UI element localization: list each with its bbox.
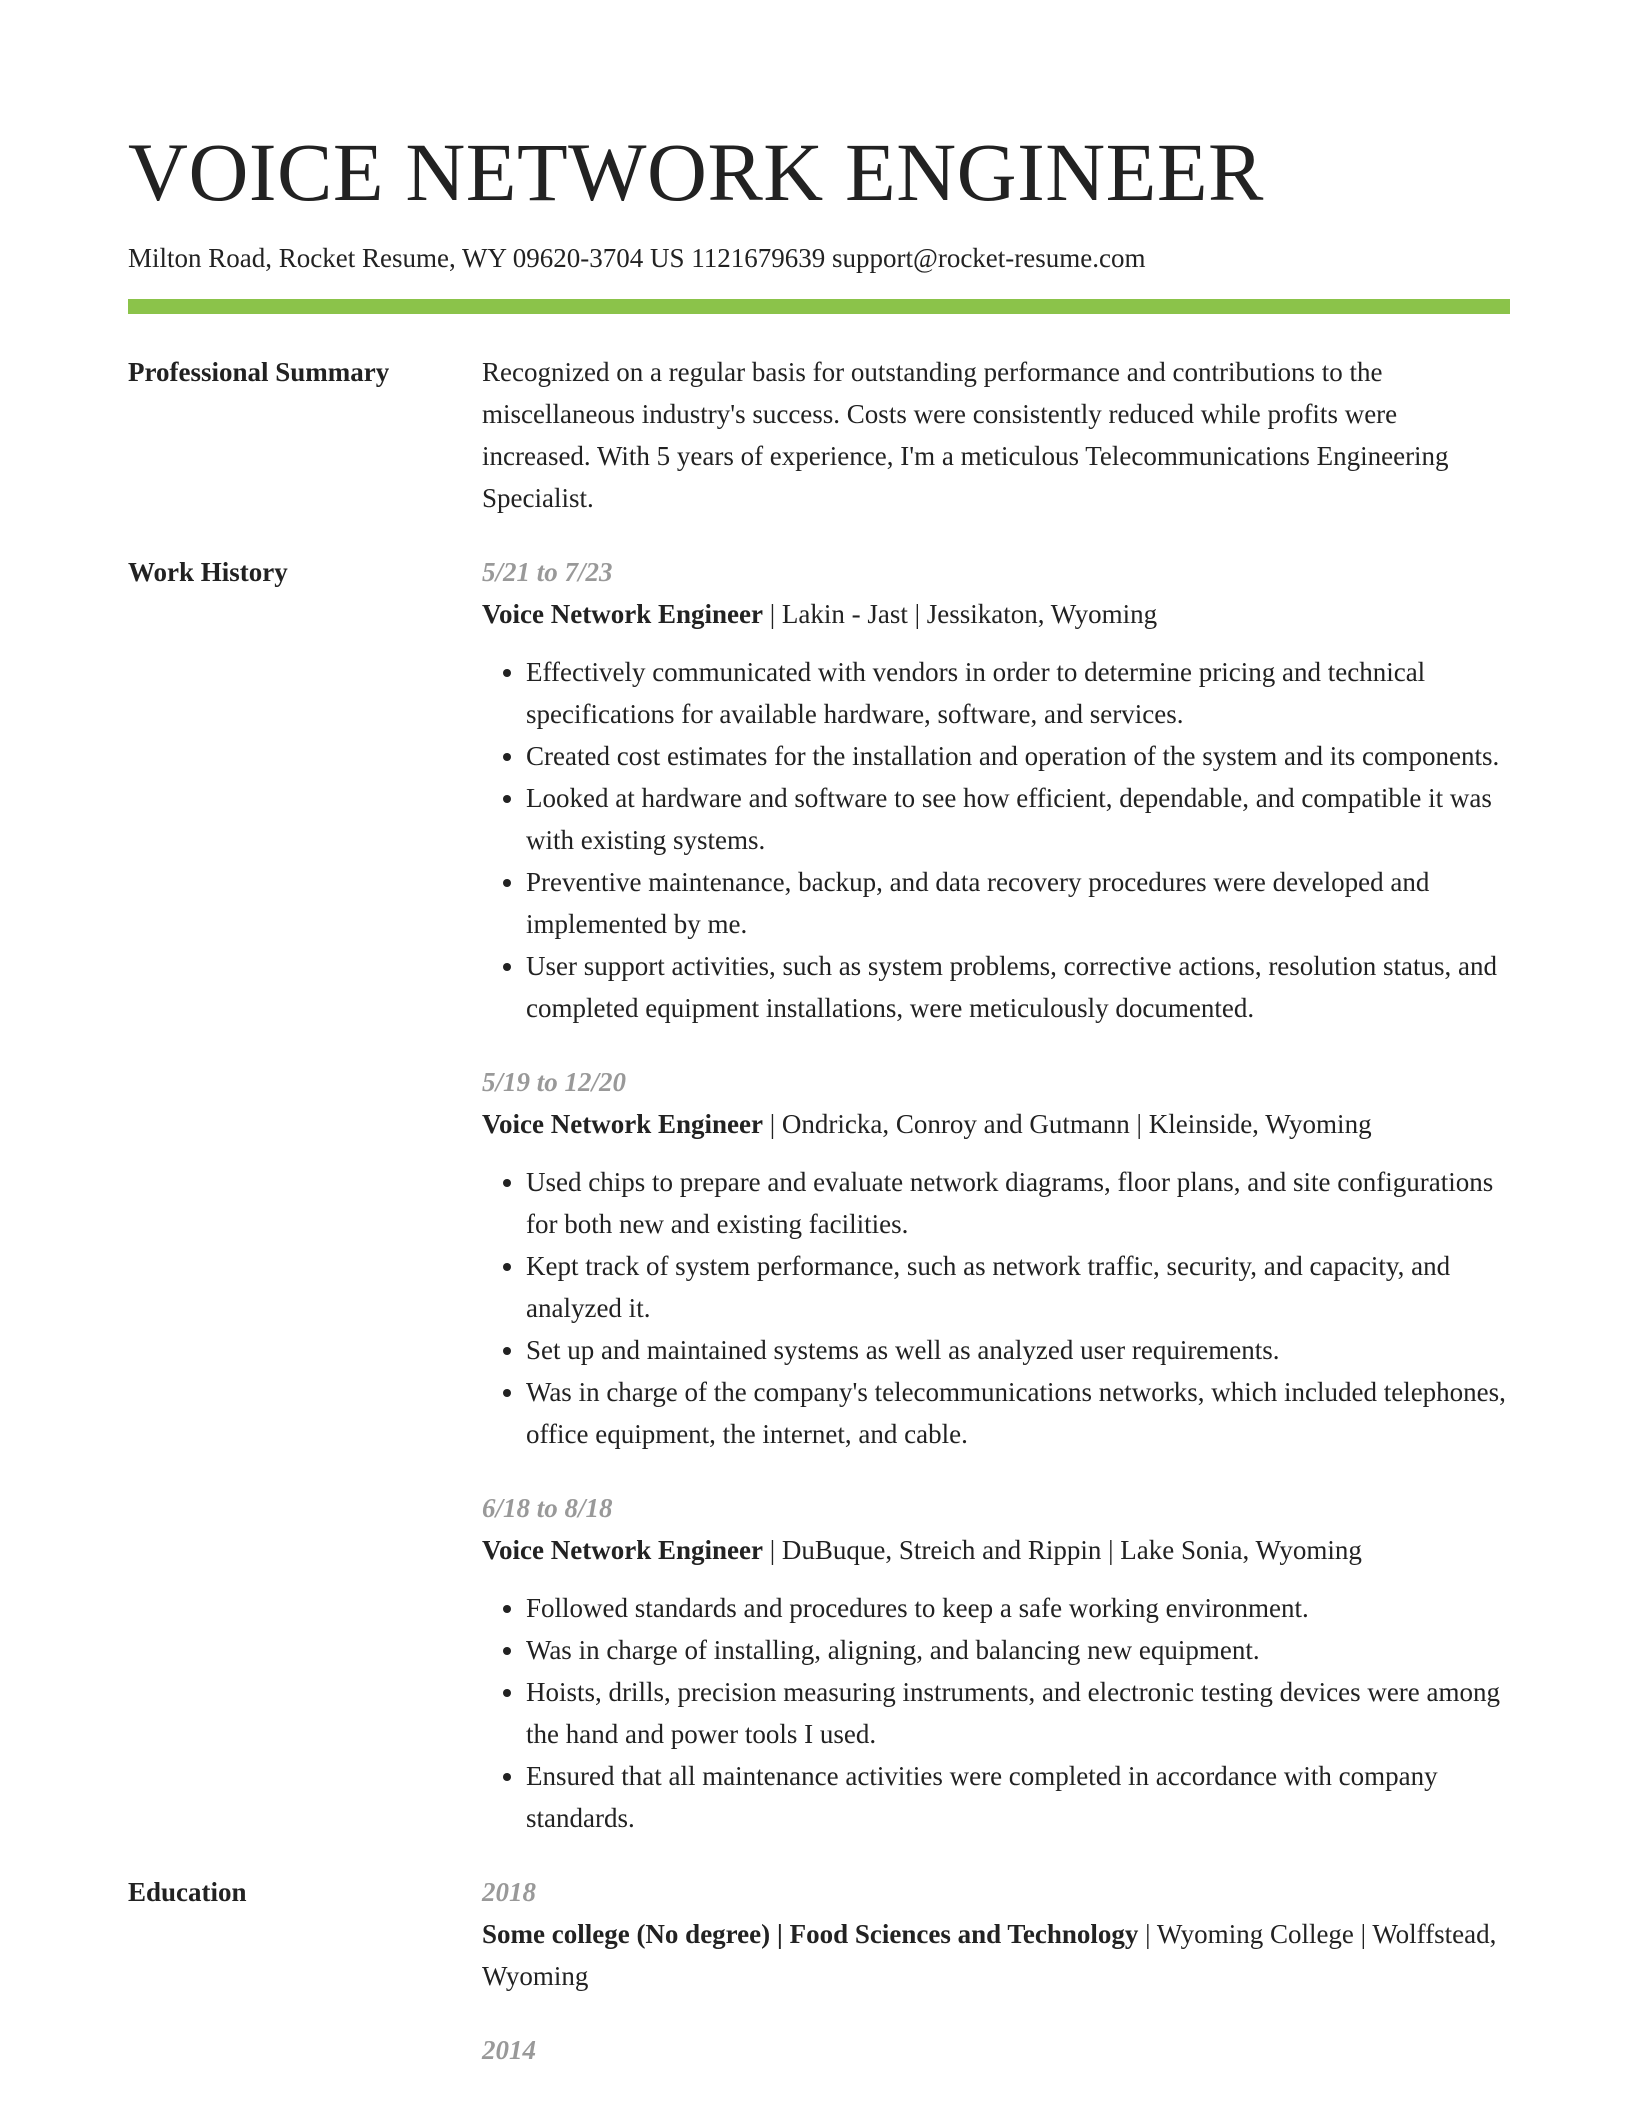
education-year: 2018: [482, 1877, 536, 1907]
bullet-item: • Set up and maintained systems as well as analyzed user requirements.: [526, 1329, 1510, 1371]
accent-divider: [128, 299, 1510, 314]
job-details: | Ondricka, Conroy and Gutmann | Kleinside, Wyoming: [762, 1109, 1372, 1139]
job-details: | DuBuque, Streich and Rippin | Lake Sonia, Wyoming: [762, 1535, 1362, 1565]
section-label-work: Work History: [128, 557, 288, 587]
education-entry: [482, 2029, 1510, 2071]
bullet-item: • Effectively communicated with vendors in order to determine pricing and technical specifications for available hardware, software, and services.: [526, 651, 1510, 735]
summary-body: [482, 351, 1510, 519]
contact-line: Milton Road, Rocket Resume, WY 09620-3704 US 1121679639 support@rocket-resume.com: [128, 243, 1146, 273]
bullet-item: • Used chips to prepare and evaluate network diagrams, floor plans, and site configurations for both new and existing facilities.: [526, 1161, 1510, 1245]
bullet-item: • Followed standards and procedures to keep a safe working environment.: [526, 1587, 1510, 1629]
job-heading: [482, 1529, 1510, 1571]
job-entry: [482, 551, 1510, 1029]
summary-text: Recognized on a regular basis for outstanding performance and contributions to the miscellaneous industry's success. Costs were consistently reduced while profits were increased. With 5 years of experience, I'm a meticulous Telecommunications Engineering Specialist.: [482, 357, 1449, 513]
job-heading: [482, 1103, 1510, 1145]
job-entry: [482, 1487, 1510, 1839]
job-heading: [482, 593, 1510, 635]
job-title: Voice Network Engineer: [482, 1109, 763, 1139]
resume-page: [128, 0, 1510, 2103]
job-dates: 5/21 to 7/23: [482, 557, 613, 587]
job-bullets: [482, 1587, 1510, 1839]
resume-title: VOICE NETWORK ENGINEER: [128, 126, 1264, 218]
education-year: 2014: [482, 2035, 536, 2065]
bullet-item: • User support activities, such as system problems, corrective actions, resolution status, and completed equipment installations, were meticulously documented.: [526, 945, 1510, 1029]
job-dates: 6/18 to 8/18: [482, 1493, 613, 1523]
job-title: Voice Network Engineer: [482, 599, 763, 629]
section-label-summary: Professional Summary: [128, 357, 390, 387]
bullet-item: • Was in charge of installing, aligning, and balancing new equipment.: [526, 1629, 1510, 1671]
bullet-item: • Created cost estimates for the installation and operation of the system and its components.: [526, 735, 1510, 777]
work-history-section: [128, 551, 1510, 1839]
job-details: | Lakin - Jast | Jessikaton, Wyoming: [762, 599, 1158, 629]
bullet-item: • Was in charge of the company's telecommunications networks, which included telephones, office equipment, the internet, and cable.: [526, 1371, 1510, 1455]
work-history-body: [482, 551, 1510, 1839]
bullet-item: • Looked at hardware and software to see how efficient, dependable, and compatible it was with existing systems.: [526, 777, 1510, 861]
education-details: | Wyoming College | Wolffstead, Wyoming: [482, 1919, 1497, 1991]
job-title: Voice Network Engineer: [482, 1535, 763, 1565]
job-bullets: [482, 651, 1510, 1029]
education-heading: [482, 1913, 1510, 1997]
education-degree: Some college (No degree) | Food Sciences and Technology: [482, 1919, 1139, 1949]
bullet-item: • Ensured that all maintenance activities were completed in accordance with company standards.: [526, 1755, 1510, 1839]
job-dates: 5/19 to 12/20: [482, 1067, 627, 1097]
bullet-item: • Hoists, drills, precision measuring instruments, and electronic testing devices were among the hand and power tools I used.: [526, 1671, 1510, 1755]
professional-summary-section: [128, 351, 1510, 519]
education-section: [128, 1871, 1510, 2103]
section-label-education: Education: [128, 1877, 247, 1907]
job-entry: [482, 1061, 1510, 1455]
education-entry: [482, 1871, 1510, 1997]
bullet-item: • Preventive maintenance, backup, and data recovery procedures were developed and implemented by me.: [526, 861, 1510, 945]
job-bullets: [482, 1161, 1510, 1455]
bullet-item: • Kept track of system performance, such as network traffic, security, and capacity, and analyzed it.: [526, 1245, 1510, 1329]
education-body: [482, 1871, 1510, 2103]
